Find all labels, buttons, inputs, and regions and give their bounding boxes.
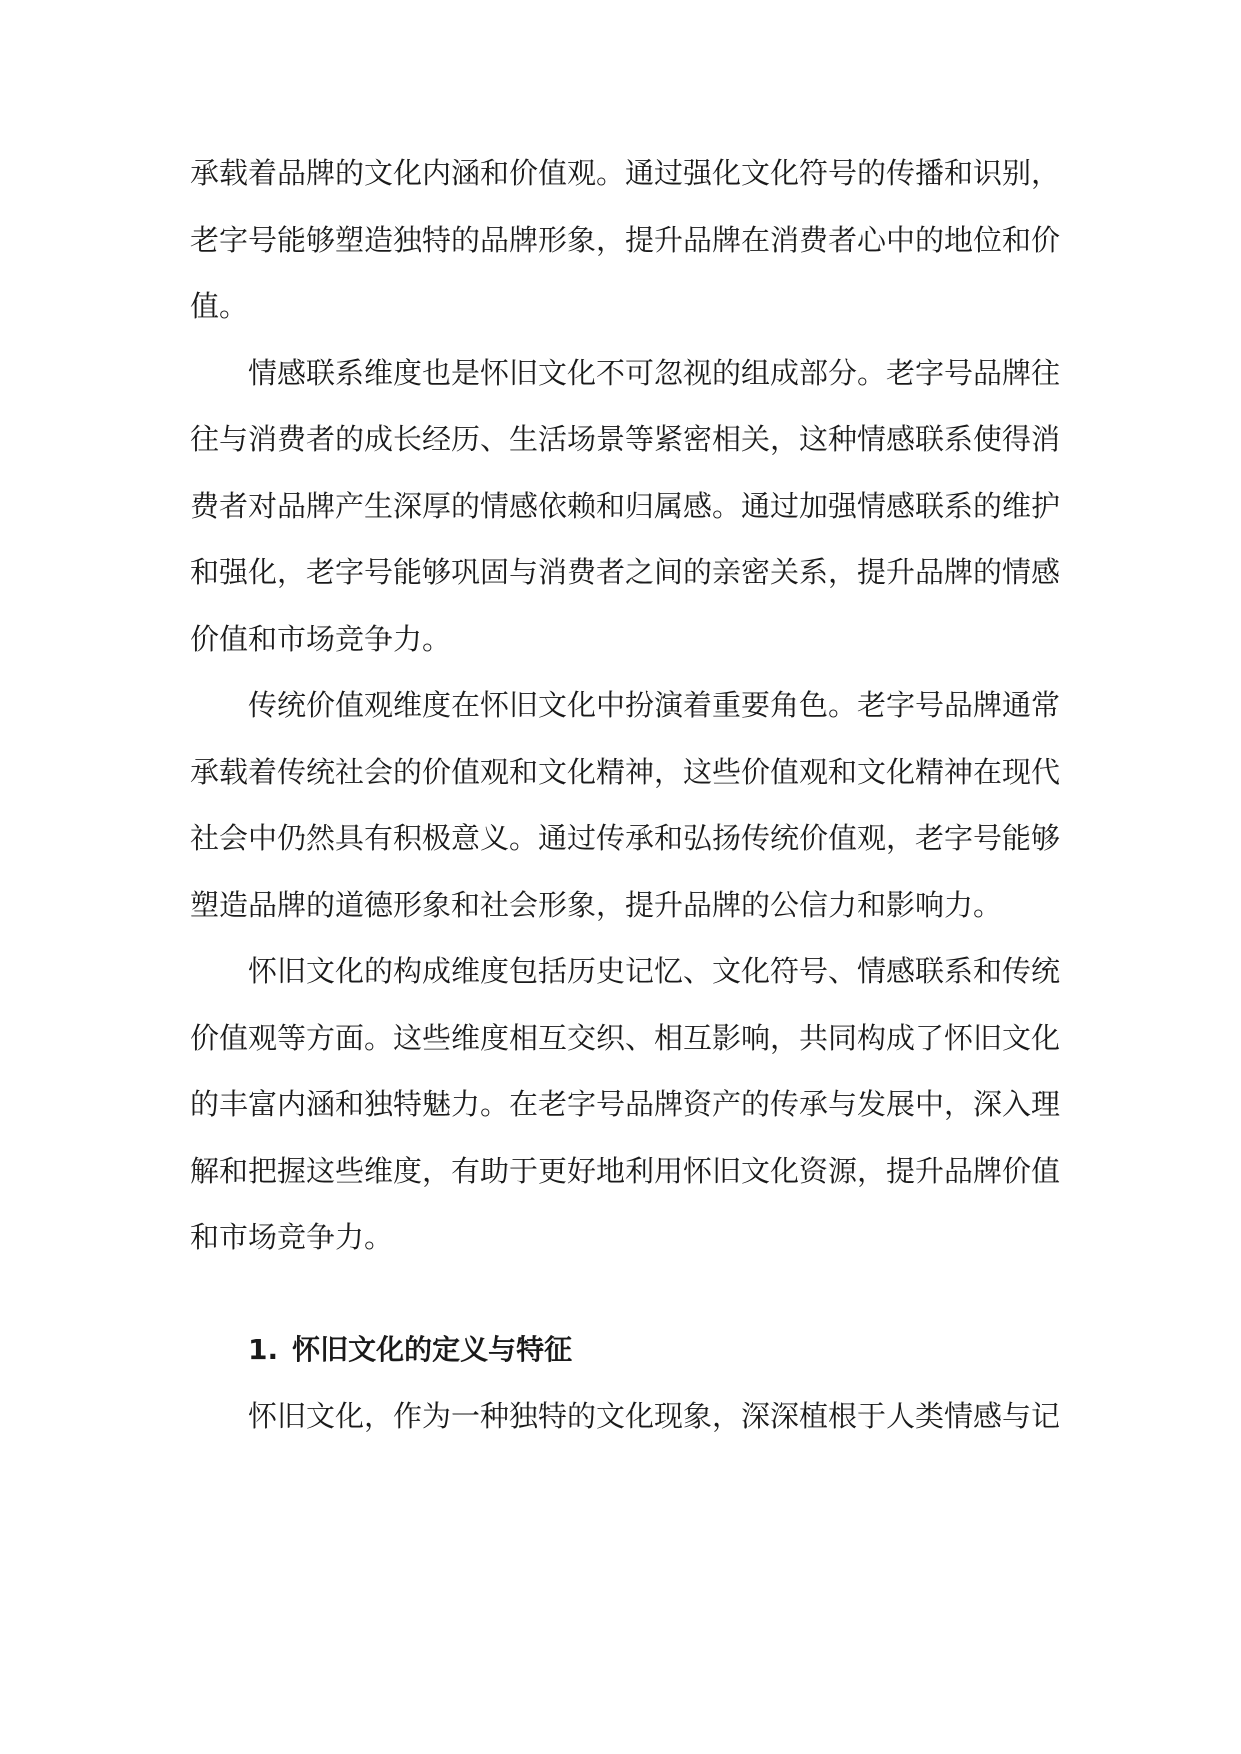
paragraph-traditional-values: 传统价值观维度在怀旧文化中扮演着重要角色。老字号品牌通常承载着传统社会的价值观和文化精神，这些价值观和文化精神在现代社会中仍然具有积极意义。通过传承和弘扬传统价值观，老字号能够塑造品牌的道德形象和社会形象，提升品牌的公信力和影响力。 (190, 688, 1061, 922)
section-heading (190, 1317, 1060, 1384)
page-content (190, 140, 1060, 1450)
paragraph-continuation: 承载着品牌的文化内涵和价值观。通过强化文化符号的传播和识别，老字号能够塑造独特的品牌形象，提升品牌在消费者心中的地位和价值。 (190, 156, 1061, 323)
paragraph-emotional-dimension: 情感联系维度也是怀旧文化不可忽视的组成部分。老字号品牌往往与消费者的成长经历、生活场景等紧密相关，这种情感联系使得消费者对品牌产生深厚的情感依赖和归属感。通过加强情感联系的维护和强化，老字号能够巩固与消费者之间的亲密关系，提升品牌的情感价值和市场竞争力。 (190, 355, 1061, 656)
section-spacer (190, 1271, 1060, 1317)
section-title: 怀旧文化的定义与特征 (292, 1332, 573, 1366)
paragraph-summary: 怀旧文化的构成维度包括历史记忆、文化符号、情感联系和传统价值观等方面。这些维度相互交织、相互影响，共同构成了怀旧文化的丰富内涵和独特魅力。在老字号品牌资产的传承与发展中，深入理解和把握这些维度，有助于更好地利用怀旧文化资源，提升品牌价值和市场竞争力。 (190, 954, 1061, 1254)
section-number: 1. (248, 1332, 279, 1366)
paragraph-section-intro: 怀旧文化，作为一种独特的文化现象，深深植根于人类情感与记 (248, 1399, 1061, 1433)
